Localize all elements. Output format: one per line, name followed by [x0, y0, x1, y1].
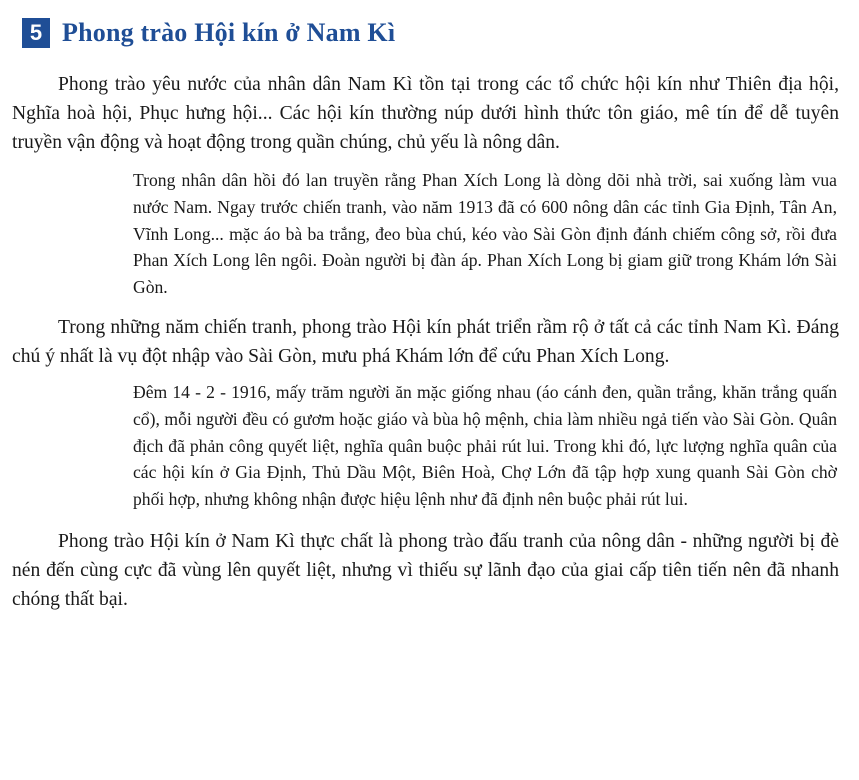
paragraph-conclusion: Phong trào Hội kín ở Nam Kì thực chất là phong trào đấu tranh của nông dân - những người bị đè nén đến cùng cực đã vùng lên quyết liệt, nhưng vì thiếu sự lãnh đạo của giai cấp tiên tiến nên đã nhanh chóng thất bại.	[12, 530, 839, 610]
paragraph-war-years: Trong những năm chiến tranh, phong trào Hội kín phát triển rầm rộ ở tất cả các tỉnh Nam Kì. Đáng chú ý nhất là vụ đột nhập vào Sài Gòn, mưu phá Khám lớn để cứu Phan Xích Long.	[12, 316, 839, 367]
paragraph-intro: Phong trào yêu nước của nhân dân Nam Kì tồn tại trong các tổ chức hội kín như Thiên địa hội, Nghĩa hoà hội, Phục hưng hội... Các hội kín thường núp dưới hình thức tôn giáo, mê tín để dễ tuyên truyền vận động và hoạt động trong quần chúng, chủ yếu là nông dân.	[12, 74, 839, 153]
section-number-badge: 5	[22, 18, 50, 48]
section-header	[12, 12, 839, 54]
quote-phan-xich-long: Trong nhân dân hồi đó lan truyền rằng Phan Xích Long là dòng dõi nhà trời, sai xuống làm vua nước Nam. Ngay trước chiến tranh, vào năm 1913 đã có 600 nông dân các tỉnh Gia Định, Tân An, Vĩnh Long... mặc áo bà ba trắng, đeo bùa chú, kéo vào Sài Gòn định đánh chiếm công sở, rồi đưa Phan Xích Long lên ngôi. Đoàn người bị đàn áp. Phan Xích Long bị giam giữ trong Khám lớn Sài Gòn.	[133, 170, 837, 298]
quote-1916-raid: Đêm 14 - 2 - 1916, mấy trăm người ăn mặc giống nhau (áo cánh đen, quần trắng, khăn trắng quấn cổ), mỗi người đều có gươm hoặc giáo và bùa hộ mệnh, chia làm nhiều ngả tiến vào Sài Gòn. Quân địch đã phản công quyết liệt, nghĩa quân buộc phải rút lui. Trong khi đó, lực lượng nghĩa quân của các hội kín ở Gia Định, Thủ Dầu Một, Biên Hoà, Chợ Lớn đã tập hợp xung quanh Sài Gòn chờ phối hợp, nhưng không nhận được hiệu lệnh như đã định nên buộc phải rút lui.	[133, 381, 837, 510]
section-title: Phong trào Hội kín ở Nam Kì	[62, 18, 396, 47]
